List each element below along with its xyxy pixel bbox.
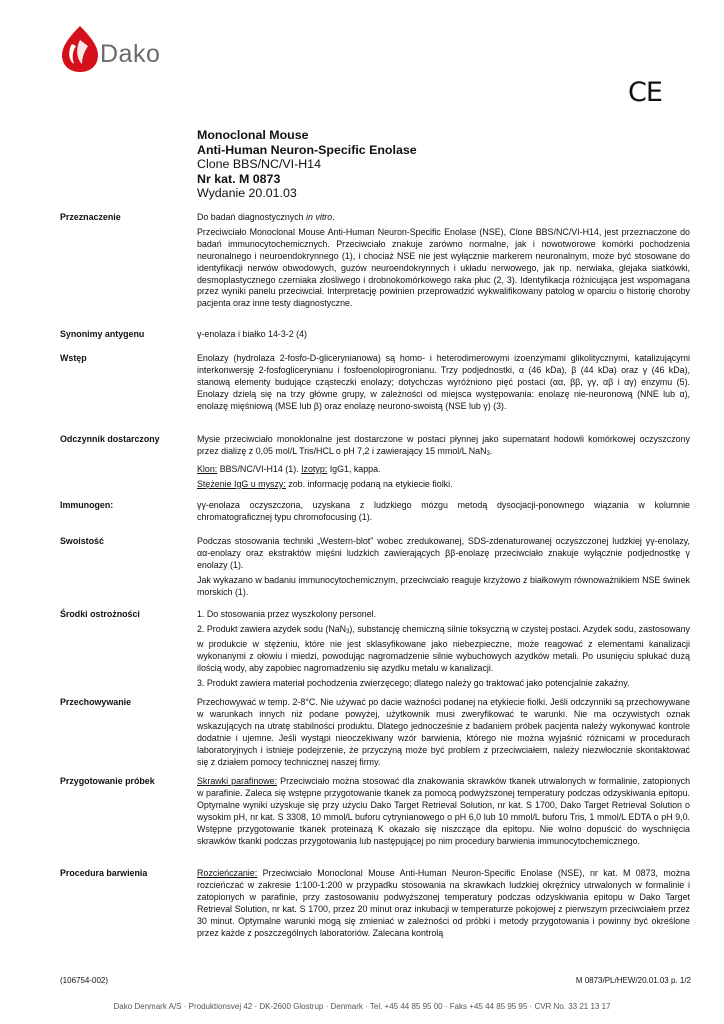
paragraph: γ-enolaza i białko 14-3-2 (4): [197, 329, 308, 339]
section-odczynnik: [60, 434, 690, 494]
section-synonimy: [60, 329, 690, 344]
paragraph: Przeciwciało Monoclonal Mouse Anti-Human Neuron-Specific Enolase (NSE), Clone BBS/NC/VI-H14, jest przeznaczone do badań immunocytochemicznych. Przeciwciało znakuje zarówno normalne, jak i nowotworowe komórki pochodzenia neuronalnego i neuroendokrynnego (1), i chociaż NSE nie jest wyłącznie markerem neuronalnym, może być stosowane do identyfikacji nerwów obwodowych, guzów neuroendokrynnych i układu nerwowego, jak np. nerwiaka, glejaka siatkówki, desmoplastycznego czerniaka złośliwego i drobnokomórkowego raka płuc (2, 3). Identyfikacja różnicująca jest wspomagana przez wyniki panelu przeciwciał. Interpretację powinien przeprowadzić wykwalifikowany patolog w oparciu o historię choroby pacjenta oraz inne testy diagnostyczne.: [197, 226, 690, 309]
section-label: Środki ostrożności: [60, 609, 140, 619]
paragraph: Klon: BBS/NC/VI-H14 (1). Izotyp: IgG1, kappa.: [197, 463, 381, 474]
paragraph: Skrawki parafinowe: Przeciwciało można stosować dla znakowania skrawków tkanek utrwalonych w formalinie, zatopionych w parafinie. Zaleca się wstępne przygotowanie tkanek za pomocą podwyższonej temperatury podczas odzyskiwania epitopu. Optymalne wyniki uzyskuje się przy użyciu Dako Target Retrieval Solution, nr kat. S 1700, Dako Target Retrieval Solution o wysokim pH, nr kat. S 3308, 10 mmol/L buforu cytrynianowego o pH 6,0 lub 10 mmol/L buforu Tris, 1 mmol/L EDTA o pH 9,0. Wstępne przygotowanie tkanek proteinazą K okazało się niszczące dla epitopu. Nie wolno dopuścić do wyschnięcia skrawków tkanki podczas przygotowania lub następującej po nim procedury barwienia immunocytochemicznego.: [197, 776, 691, 846]
paragraph: 2. Produkt zawiera azydek sodu (NaN$_3$), substancję chemiczną silnie toksyczną w czystej postaci. Azydek sodu, zastosowany w produkcie w stężeniu, które nie jest sklasyfikowane jako niebezpieczne, może reagować z elementami kanalizacji wykonanymi z ołowiu i miedzi, powodując nagromadzenie silnie wybuchowych azydków metali. Po usunięciu spłukać dużą ilością wody, aby zapobiec nagromadzeniu się azydku metalu w kanalizacji.: [197, 623, 690, 673]
section-label: Odczynnik dostarczony: [60, 434, 160, 444]
brand-name: Dako: [100, 40, 161, 68]
section-label: Immunogen:: [60, 500, 114, 510]
edition: Wydanie 20.01.03: [197, 186, 297, 201]
section-label: Przygotowanie próbek: [60, 776, 155, 786]
footer-doc-id: (106754-002): [60, 976, 109, 985]
section-przygotowanie: [60, 776, 690, 850]
paragraph: Jak wykazano w badaniu immunocytochemicznym, przeciwciało reaguje krzyżowo z białkowym równoważnikiem NSE świnek morskich (1).: [197, 574, 690, 597]
section-immunogen: [60, 500, 690, 527]
ce-mark: CE: [628, 77, 662, 108]
paragraph: Stężenie IgG u myszy: zob. informację podaną na etykiecie fiolki.: [197, 478, 453, 489]
product-title-line2: Anti-Human Neuron-Specific Enolase: [197, 142, 417, 157]
section-przeznaczenie: [60, 212, 690, 313]
product-clone: Clone BBS/NC/VI-H14: [197, 157, 321, 172]
section-label: Przeznaczenie: [60, 212, 121, 222]
catalog-number: Nr kat. M 0873: [197, 171, 281, 186]
paragraph: Przechowywać w temp. 2-8°C. Nie używać po dacie ważności podanej na etykiecie fiolki. Jeśli odczynniki są przechowywane w warunkach innych niż podane powyżej, użytkownik musi zweryfikować te warunki. Nie ma oczywistych oznak wskazujących na utratę stabilności produktu. Dlatego jednocześnie z badaniem próbek pacjenta należy wykonywać kontrole dodatnie i ujemne. Jeśli wystąpi nieoczekiwany wzór barwienia, którego nie można wyjaśnić różnicami w procedurach laboratoryjnych i istnieje podejrzenie, że przyczyną może być problem z przeciwciałem, należy niezwłocznie skontaktować się z działem pomocy technicznej naszej firmy.: [197, 697, 690, 767]
footer-address: Dako Denmark A/S · Produktionsvej 42 · DK-2600 Glostrup · Denmark · Tel. +45 44 85 95 00 · Faks +45 44 85 95 95 · CVR No. 33 21 13 17: [113, 1002, 611, 1011]
paragraph: 1. Do stosowania przez wyszkolony personel.: [197, 609, 377, 619]
product-title-line1: Monoclonal Mouse: [197, 128, 309, 142]
paragraph: Rozcieńczanie: Przeciwciało Monoclonal Mouse Anti-Human Neuron-Specific Enolase (NSE), nr kat. M 0873, można rozcieńczać w zakresie 1:100-1:200 w przypadku stosowania na skrawkach ludzkiej okrężnicy utrwalonych w formalinie i zatopionych w parafinie, przy zastosowaniu podwyższonej temperatury podczas odzyskiwania epitopu w Dako Target Retrieval Solution, nr kat. S 1700, przez 20 minut oraz inkubacji w temperaturze pokojowej z pierwszym przeciwciałem przez 30 minut. Optymalne warunki mogą się zmieniać w zależności od próbki i metody przygotowania i powinny być określone przez każde z poszczególnych laboratoriów. Zalecana kontrolą: [197, 868, 690, 938]
paragraph: Enolazy (hydrolaza 2-fosfo-D-glicerynianowa) są homo- i heterodimerowymi izoenzymami glikolitycznymi, katalizującymi interkonwersję 2-fosfoglicerynianu i fosfoenolopirogronianu. Trzy podjednostki, α (46 kDa), β (44 kDa) oraz γ (46 kDa), stanową elementy budujące cząsteczki enolazy; dotychczas wyróżniono pięć postaci (αα, ββ, γγ, αβ i αγ) enzymu (5). Enolazy dzielą się na trzy główne grupy, w zależności od miejsca występowania: enolazę nie-neuronową (NNE lub α), enolazę mięśniową (MSE lub β) oraz enolazę neurono-swoistą (NSE lub γ) (3).: [197, 353, 690, 411]
section-swoistosc: [60, 536, 690, 602]
section-label: Procedura barwienia: [60, 868, 148, 878]
section-label: Synonimy antygenu: [60, 329, 145, 339]
section-label: Przechowywanie: [60, 697, 132, 707]
section-label: Swoistość: [60, 536, 104, 546]
section-label: Wstęp: [60, 353, 87, 363]
title-block: [197, 128, 417, 201]
paragraph: γγ-enolaza oczyszczona, uzyskana z ludzkiego mózgu metodą dysocjacji-ponownego wiązania w kolumnie chromatograficznej typu chromofocusing (1).: [197, 500, 690, 522]
section-przechowywanie: [60, 697, 690, 771]
footer-page-ref: M 0873/PL/HEW/20.01.03 p. 1/2: [575, 976, 691, 985]
section-procedura: [60, 868, 690, 942]
paragraph: Do badań diagnostycznych in vitro.: [197, 212, 335, 222]
section-srodki: [60, 609, 690, 692]
paragraph: 3. Produkt zawiera materiał pochodzenia zwierzęcego; dlatego należy go traktować jako potencjalnie zakaźny.: [197, 677, 630, 688]
paragraph: Podczas stosowania techniki „Western-blot" wobec zredukowanej, SDS-zdenaturowanej oczyszczonej ludzkiej γγ-enolazy, αα-enolazy oraz ekstraktów mięśni ludzkich zawierających ββ-enolazę przeciwciało znakuje wyłącznie podjednostkę γ enolazy (1).: [197, 536, 690, 570]
paragraph: Mysie przeciwciało monoklonalne jest dostarczone w postaci płynnej jako supernatant hodowli komórkowej oczyszczony przez dializę z 0,05 mol/L Tris/HCL o pH 7,2 i zawierający 15 mmol/L NaN$_3$.: [197, 434, 690, 457]
section-wstep: [60, 353, 690, 416]
